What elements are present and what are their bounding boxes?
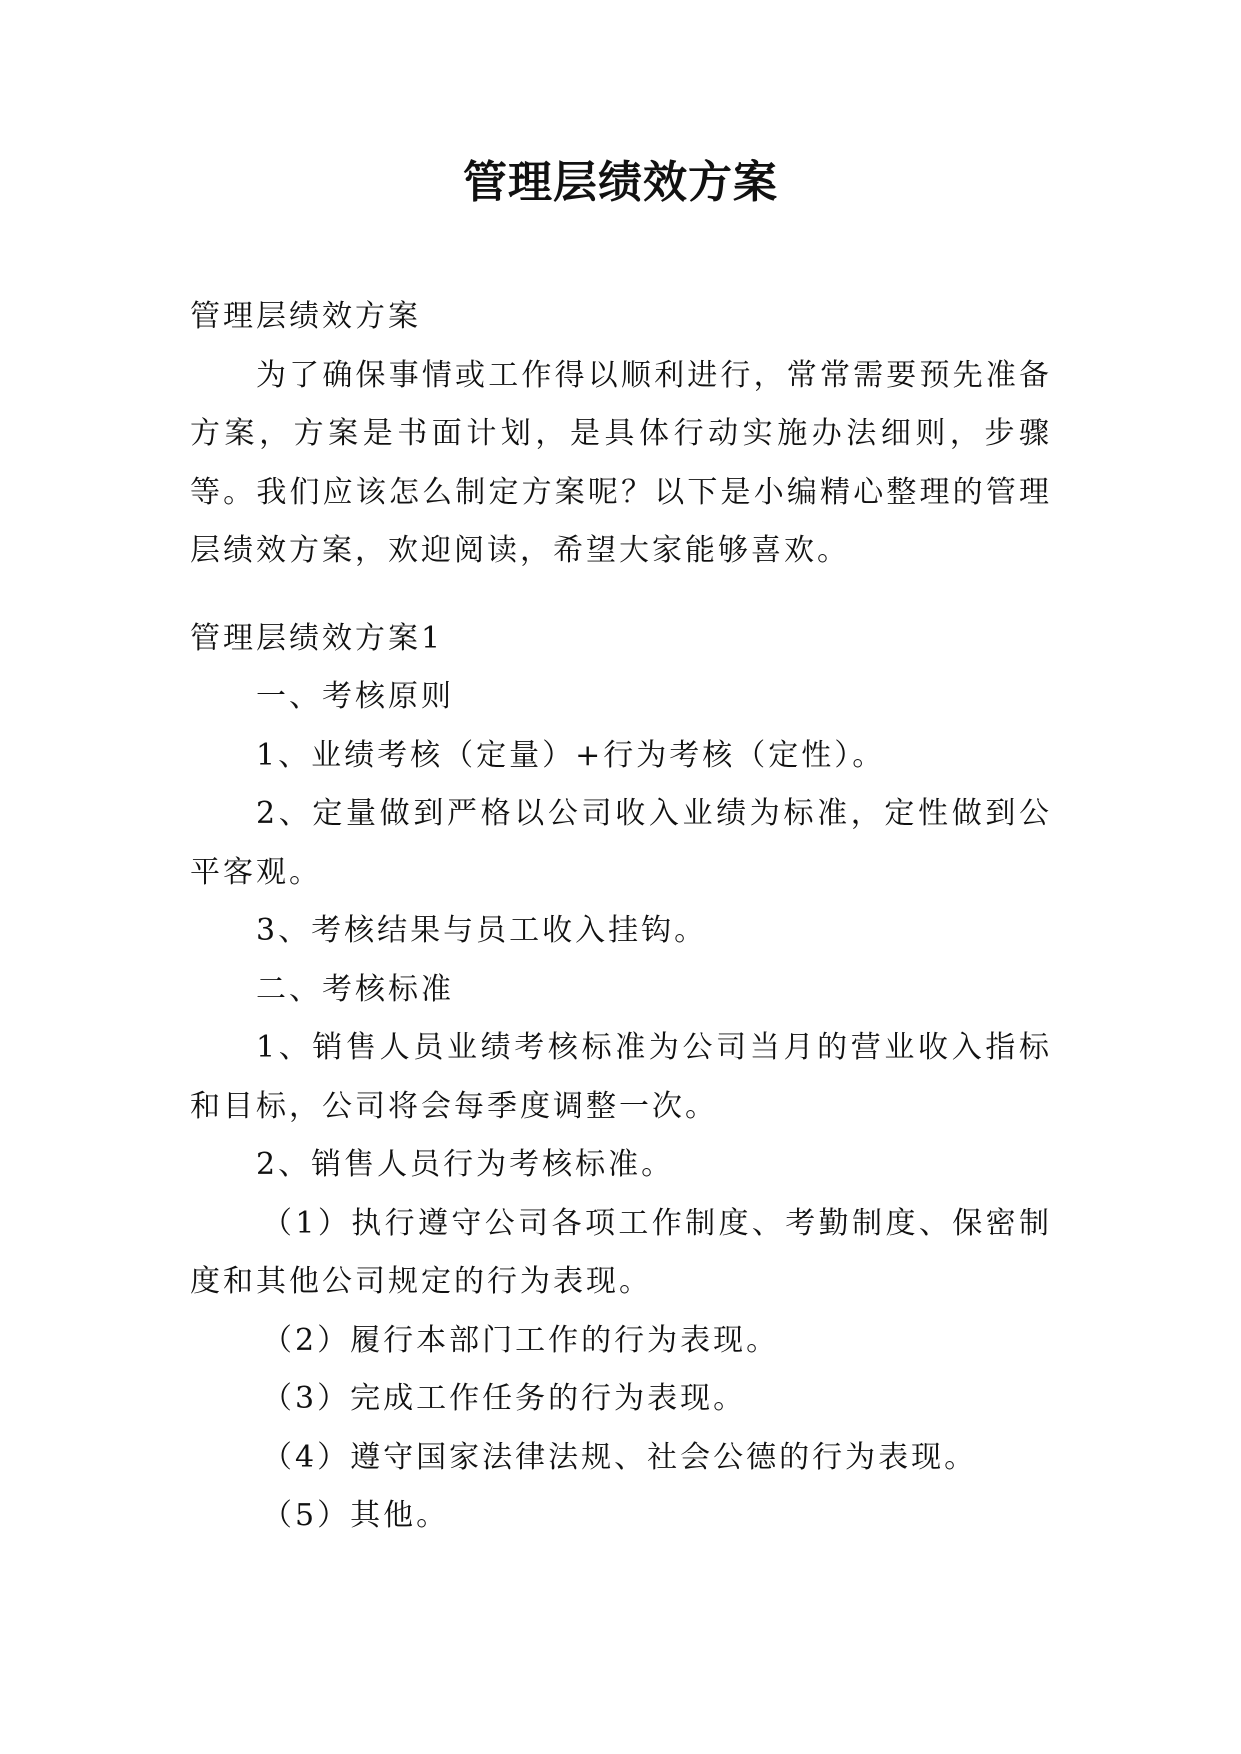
document-title: 管理层绩效方案 — [463, 157, 778, 208]
principles-heading: 一、考核原则 — [256, 679, 454, 714]
standard-subitem: （4）遵守国家法律法规、社会公德的行为表现。 — [262, 1439, 978, 1475]
document-subtitle: 管理层绩效方案 — [190, 299, 421, 334]
standard-subitem: （5）其他。 — [262, 1498, 450, 1533]
document-body — [190, 288, 1052, 1546]
section-heading: 管理层绩效方案1 — [190, 620, 444, 656]
standard-subitem: （2）履行本部门工作的行为表现。 — [262, 1322, 780, 1358]
intro-paragraph: 为了确保事情或工作得以顺利进行，常常需要预先准备方案，方案是书面计划，是具体行动实施办法细则，步骤等。我们应该怎么制定方案呢？以下是小编精心整理的管理层绩效方案，欢迎阅读，希望大家能够喜欢。 — [190, 357, 1052, 568]
standard-subitem: （3）完成工作任务的行为表现。 — [262, 1381, 747, 1416]
principle-item: 3、考核结果与员工收入挂钩。 — [256, 913, 708, 948]
standard-subitem: （1）执行遵守公司各项工作制度、考勤制度、保密制度和其他公司规定的行为表现。 — [190, 1205, 1052, 1299]
standard-item: 2、销售人员行为考核标准。 — [256, 1147, 675, 1182]
standards-heading: 二、考核标准 — [256, 971, 454, 1007]
standard-item: 1、销售人员业绩考核标准为公司当月的营业收入指标和目标，公司将会每季度调整一次。 — [190, 1030, 1052, 1124]
paragraph-spacer — [190, 581, 1052, 610]
principle-item: 2、定量做到严格以公司收入业绩为标准，定性做到公平客观。 — [190, 796, 1052, 890]
principle-item: 1、业绩考核（定量）+行为考核（定性）。 — [256, 737, 886, 773]
